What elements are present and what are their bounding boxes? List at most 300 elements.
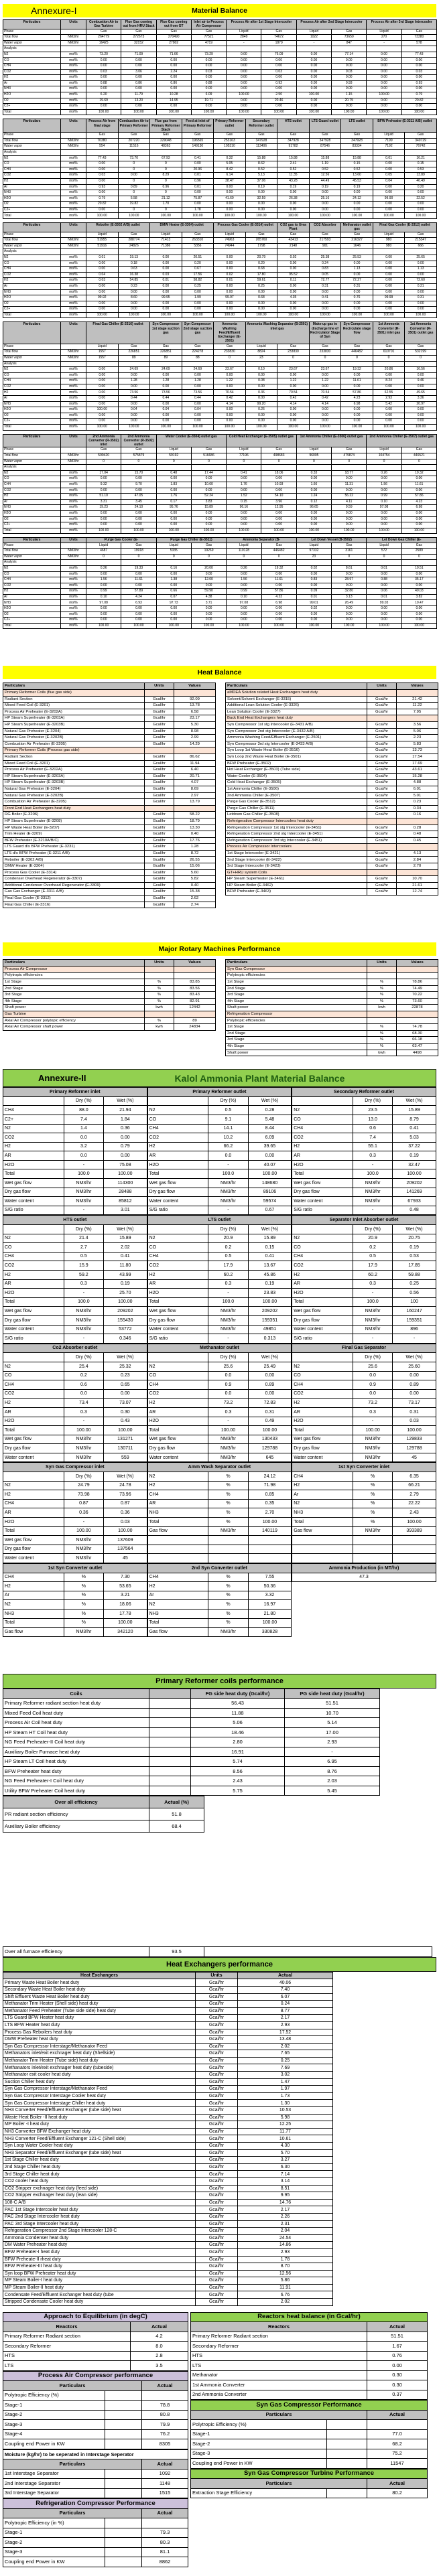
mb-row	[3, 543, 437, 549]
reactors-table	[190, 2312, 428, 2401]
a2-row	[147, 1554, 292, 1563]
row-value: 5.60	[174, 869, 216, 876]
cell: 0.00	[86, 161, 119, 167]
cell: 19269	[191, 549, 226, 555]
row-value: 26.55	[174, 857, 216, 863]
cell: 100	[393, 1297, 436, 1307]
cell: 0.00	[227, 606, 261, 612]
cell: Gas	[118, 232, 150, 238]
mb-row	[3, 196, 437, 202]
cell: 0.12	[296, 499, 331, 505]
row-value: 83.56	[174, 985, 216, 992]
row	[191, 2420, 428, 2430]
cell: 0.88	[86, 80, 121, 86]
cell: Liquid	[227, 29, 261, 35]
row-label: Total flow	[3, 35, 61, 41]
cell: 1.30	[238, 2100, 333, 2107]
material-balance-table	[3, 434, 437, 534]
row	[3, 966, 216, 973]
a2-subtable	[147, 1215, 292, 1343]
cell: %	[64, 1609, 103, 1618]
cell: 54.10	[261, 494, 296, 500]
cell	[156, 46, 191, 52]
cell: 0.44	[118, 396, 150, 402]
cell: 3.21	[104, 1591, 147, 1600]
row-label: 3rd Interstage Separator	[3, 2488, 105, 2498]
a2-subtable	[292, 1344, 436, 1463]
row	[3, 1947, 432, 1957]
cell: 645	[248, 1453, 292, 1462]
cell: 100.00	[248, 1518, 291, 1527]
row-unit: mol%	[61, 565, 86, 571]
row-label: Wet gas flow	[3, 1435, 64, 1444]
a2-row	[292, 1261, 436, 1271]
cell: 100.00	[86, 623, 121, 629]
row-label: CO	[3, 161, 61, 167]
a2-title-row	[3, 1216, 147, 1225]
cell: -	[353, 1417, 392, 1426]
cell	[105, 2557, 142, 2567]
cell: -	[353, 1289, 392, 1298]
row-unit: Gcal/hr	[367, 837, 397, 844]
cell: 0.19	[309, 184, 341, 190]
spacer	[0, 632, 439, 662]
cell: 25.16	[309, 196, 341, 202]
cell: 0.00	[86, 190, 119, 196]
cell: 0.3	[64, 1279, 103, 1289]
cell: 100.00	[156, 623, 191, 629]
cell: 0.00	[86, 378, 119, 384]
cell: 57.86	[341, 390, 373, 396]
cell: 4.30	[238, 2143, 333, 2150]
cell	[277, 149, 310, 155]
row-label: H2O	[3, 1160, 64, 1169]
cell: 100.00	[245, 213, 277, 219]
cell: 479874	[332, 453, 367, 459]
a2-row	[292, 1554, 436, 1563]
cell: 265760	[245, 238, 277, 244]
cell: %	[353, 1472, 392, 1482]
mb-row	[3, 133, 437, 139]
cell: 0.00	[191, 75, 226, 81]
column-header: Reactors	[3, 2322, 131, 2332]
cell: 100.00	[104, 1618, 147, 1628]
row-label: Wet gas flow	[147, 1179, 208, 1188]
cell: 99.90	[373, 196, 405, 202]
row-value: 5.06	[397, 728, 438, 735]
row	[3, 2092, 333, 2100]
cell: 73.96	[104, 1490, 147, 1500]
cell: 62.55	[373, 390, 405, 396]
row-label: N2	[3, 1600, 64, 1609]
row-unit: mol%	[61, 75, 86, 81]
cell: 0.00	[118, 384, 150, 390]
cell: 0.00	[332, 612, 367, 618]
row-value: 66.18	[397, 1037, 438, 1044]
cell: 0	[150, 178, 182, 184]
cell: 0.00	[405, 301, 437, 307]
cell: 16.91	[191, 1747, 285, 1757]
row-label: Shaft power	[3, 1005, 145, 1011]
cell: 7.30	[104, 1573, 147, 1582]
row-label: Dry gas flow	[147, 1315, 208, 1325]
column-header	[3, 1472, 64, 1482]
table-title: Reactors heat balance (in Gcal/hr)	[191, 2312, 428, 2322]
cell	[204, 1947, 432, 1957]
cell: 10.51	[401, 565, 436, 571]
row-unit: Gcal/hr	[145, 837, 174, 844]
cell: 24.54	[238, 2234, 333, 2242]
cell: 896	[393, 1325, 436, 1334]
cell: 0.00	[86, 261, 119, 267]
cell: 7199	[373, 138, 405, 144]
pac-table	[3, 2371, 188, 2449]
cell: 22.52	[405, 196, 437, 202]
row-label: MP Steam Boiler-II heat duty	[3, 2284, 196, 2291]
column-header: Heat Exchangers	[3, 1972, 196, 1979]
column-header: Dry (%)	[208, 1096, 248, 1106]
mb-row	[3, 75, 437, 81]
cell: Gas	[261, 447, 296, 453]
cell: 5.58	[118, 196, 150, 202]
column-header: Actual	[142, 2459, 188, 2470]
cell: 11.80	[104, 1261, 147, 1271]
cell: 100.00	[118, 213, 150, 219]
cell: 0.09	[296, 589, 331, 595]
cell	[149, 1727, 191, 1737]
cell: 0.00	[341, 261, 373, 267]
a2-row	[3, 1389, 147, 1399]
row-unit: %	[367, 979, 397, 986]
cell: 5.13	[245, 173, 277, 179]
a2-row	[3, 1573, 147, 1582]
row-value: 80.2	[367, 2488, 428, 2498]
row-label: N2	[292, 1499, 353, 1508]
cell: 0.00	[332, 86, 367, 92]
row	[226, 973, 438, 979]
cell: NM3/hr	[64, 1536, 103, 1545]
a2-row	[292, 1380, 436, 1390]
cell: 35.17	[401, 577, 436, 583]
cell: 0.00	[309, 190, 341, 196]
column-header: Particulars	[3, 960, 145, 967]
cell: 73380	[401, 35, 436, 41]
cell: Gas	[86, 447, 121, 453]
cell: 25.4	[64, 1362, 103, 1371]
column-header: CO2 Absorber	[309, 223, 341, 232]
cell: 0.00	[245, 301, 277, 307]
cell: %	[64, 1591, 103, 1600]
cell: 2.80	[191, 1737, 285, 1747]
column-header: Wet (%)	[248, 1225, 292, 1234]
cell: 0.00	[121, 583, 156, 589]
row-label: 1st Ammonia Converter	[191, 2380, 367, 2390]
cell: 100.00	[150, 213, 182, 219]
cell: 100.00	[261, 109, 296, 115]
row-unit: Gcal/hr	[367, 876, 397, 883]
a2-row	[3, 1435, 147, 1444]
cell: 10.93	[261, 482, 296, 488]
row-unit: NM3/hr	[61, 35, 86, 41]
cell: 11.35	[277, 173, 310, 179]
cell: 2.17	[238, 2015, 333, 2022]
cell: 0.0	[64, 1151, 103, 1161]
row-unit	[61, 543, 86, 549]
cell: 0.00	[227, 69, 261, 75]
column-header: 2nd Ammonia Chiller (E-3507) outlet gas	[367, 434, 437, 447]
cell: 56.43	[191, 1699, 285, 1709]
row-label: Analysis	[3, 46, 61, 52]
row-label: CO2	[147, 1389, 208, 1399]
row-value	[142, 2390, 188, 2401]
cell: 0.00	[118, 307, 150, 313]
cell: 0.87	[64, 1499, 103, 1508]
row-value: 74.78	[397, 1024, 438, 1031]
row	[3, 2557, 188, 2567]
cell: 0.35	[248, 1499, 291, 1508]
a2-row	[3, 1234, 147, 1243]
column-header: Purge Gas Chiller (E-3511)	[156, 538, 227, 543]
cell: 0.00	[277, 267, 310, 273]
row-label: HP Steam Superheater (E-3203B)	[3, 780, 145, 786]
cell	[150, 249, 182, 255]
cell: 129788	[248, 1444, 292, 1453]
cell: 32.59	[245, 196, 277, 202]
a2-row	[3, 1628, 147, 1637]
row	[3, 2420, 188, 2430]
pr-coils-banner	[3, 1674, 436, 1689]
cell: 39.65	[248, 1142, 292, 1151]
cell: 0.85	[248, 1490, 291, 1500]
cell	[393, 1536, 436, 1545]
a2-row	[147, 1472, 292, 1482]
row-unit: mol%	[61, 600, 86, 606]
row-label: Stage-2	[191, 2439, 327, 2449]
cell: Gcal/hr	[196, 2107, 238, 2115]
row-label: Phase	[3, 29, 61, 35]
cell: 0.08	[245, 378, 277, 384]
cell: 0.15	[341, 161, 373, 167]
cell: 100.00	[309, 425, 341, 431]
cell	[248, 1545, 291, 1554]
refr-table	[3, 2498, 188, 2567]
column-header: Units	[196, 1972, 238, 1979]
cell: 51.51	[285, 1699, 380, 1709]
a2-band	[3, 1563, 436, 1637]
row-value: 2.74	[174, 902, 216, 908]
column-header: Syn Compressor 2nd stage suction gas	[182, 322, 214, 344]
cell	[277, 361, 310, 367]
cell: 100.00	[208, 1426, 248, 1435]
cell: 575879	[121, 453, 156, 459]
row-label: 2nd Stage	[226, 985, 367, 992]
cell: 1.28	[182, 378, 214, 384]
row-label: S/G ratio	[292, 1206, 353, 1215]
cell: 57.89	[121, 589, 156, 595]
cell	[327, 2459, 367, 2469]
cell: 0.23	[118, 283, 150, 289]
cell: Gas	[332, 29, 367, 35]
cell: 100.00	[373, 425, 405, 431]
cell: Liquid	[367, 447, 401, 453]
row-label: O2	[3, 612, 61, 618]
cell	[214, 361, 246, 367]
a2-row	[147, 1435, 292, 1444]
column-header: Feed at inlet of Primary Reformer	[182, 119, 214, 133]
cell: 0.2	[64, 1371, 103, 1380]
cell: 3.45	[121, 499, 156, 505]
mb-row	[3, 52, 437, 58]
row	[226, 966, 438, 973]
material-balance-table	[3, 537, 437, 629]
column-header: Dry (%)	[208, 1225, 248, 1234]
row-unit	[61, 46, 86, 52]
cell: 1798	[245, 243, 277, 249]
row-unit	[61, 465, 86, 471]
row-label: CO	[3, 261, 61, 267]
cell: 100.0	[208, 1169, 248, 1179]
row	[226, 857, 438, 863]
a2-row	[292, 1106, 436, 1115]
column-header: Particulars	[3, 683, 145, 690]
cell: 10.47	[401, 600, 436, 606]
cell: 0.00	[341, 289, 373, 295]
cell: 0.00	[150, 267, 182, 273]
cell	[373, 361, 405, 367]
row-unit: NM3/hr	[61, 350, 86, 356]
row-label: Purge Gas Cooler (E-3512)	[226, 799, 367, 806]
cell: 100.00	[296, 528, 331, 534]
cell: 0.00	[401, 64, 436, 70]
a2-title-row	[147, 1463, 292, 1472]
cell: 0.00	[227, 618, 261, 624]
row-label: CO	[147, 1371, 208, 1380]
row	[3, 1708, 380, 1718]
cell: 100.00	[332, 528, 367, 534]
cell: 0.00	[156, 58, 191, 64]
row	[191, 2439, 428, 2449]
cell: NM3/hr	[64, 1628, 103, 1637]
mb-row	[3, 419, 437, 425]
cell: 4.24	[121, 594, 156, 600]
row-value: 68.2	[367, 2439, 428, 2449]
cell	[118, 361, 150, 367]
cell: 0.96	[150, 184, 182, 190]
row-value: 82.91	[174, 998, 216, 1005]
row-value: 8.0	[131, 2342, 188, 2352]
cell: 0.00	[227, 571, 261, 577]
cell: 10.28	[156, 92, 191, 98]
row-unit: Gcal/hr	[367, 831, 397, 838]
cell: 0.00	[156, 522, 191, 528]
cell: 13.60	[341, 173, 373, 179]
cell: -	[393, 1334, 436, 1344]
cell: Liquid	[156, 447, 191, 453]
cell: Gcal/hr	[196, 2050, 238, 2058]
cell: 2.70	[248, 1508, 291, 1518]
cell: 13.0	[353, 1115, 392, 1124]
a2-row	[292, 1371, 436, 1380]
mb-row	[3, 447, 437, 453]
row-value: 0.28	[397, 825, 438, 831]
row	[226, 792, 438, 799]
row	[3, 2114, 333, 2121]
row-value: 4.13	[397, 850, 438, 857]
subtable-title: 1st Syn Converter inlet	[292, 1463, 436, 1472]
cell: 0.00	[121, 522, 156, 528]
cell: 0.26	[367, 470, 401, 476]
cell: 0.42	[214, 396, 246, 402]
cell: 0.00	[341, 407, 373, 413]
row-label: NG Feed Preheater-II Coil heat duty	[3, 1737, 149, 1747]
cell: 11.61	[401, 482, 436, 488]
row-unit: mol%	[61, 86, 86, 92]
cell: 0.00	[227, 516, 261, 522]
column-header: Ammonia Washing Separator (B-2501) inlet gas	[245, 322, 309, 344]
row-label: CO	[147, 1115, 208, 1124]
row	[3, 2547, 188, 2557]
row	[3, 2043, 333, 2050]
furnace-efficiency-table	[3, 1946, 432, 1957]
row	[3, 2163, 333, 2171]
row-label: CO2	[3, 1133, 64, 1143]
row	[3, 780, 216, 786]
a2-title-row	[147, 1088, 292, 1097]
a2-row	[292, 1160, 436, 1169]
cell: 13.48	[238, 2036, 333, 2044]
cell: Gas	[405, 232, 437, 238]
cell: 0.31	[405, 295, 437, 301]
cell: 2.93	[373, 396, 405, 402]
cell: 8.51	[238, 2185, 333, 2192]
row	[3, 2143, 333, 2150]
cell: 110128	[227, 549, 261, 555]
cell: 0.00	[373, 267, 405, 273]
row-label: Secondary Waste Heat Boiler heat duty	[3, 1986, 196, 1993]
cell: 25.53	[341, 255, 373, 261]
cell: 25.38	[309, 255, 341, 261]
cell: %	[208, 1499, 248, 1508]
row-unit: Gcal/hr	[145, 825, 174, 831]
cell: 59.2	[64, 1271, 103, 1280]
cell: Gcal/hr	[196, 2284, 238, 2291]
column-header	[292, 1353, 353, 1362]
row-unit: Gcal/hr	[367, 741, 397, 747]
row-label: Gas flow	[147, 1526, 208, 1536]
column-header: Flue gas from Primary Reformer Stack	[150, 119, 182, 133]
row-value: 68.30	[397, 1030, 438, 1037]
row-value: 6.40	[174, 767, 216, 774]
cell: 32152	[121, 40, 156, 46]
cell: 0.83	[296, 577, 331, 583]
row-unit: Gcal/hr	[145, 863, 174, 870]
row-unit: Gcal/hr	[145, 709, 174, 715]
row	[226, 831, 438, 838]
row-label: Total	[3, 312, 61, 318]
cell: Gcal/hr	[196, 2121, 238, 2129]
cell: 0.00	[86, 488, 121, 494]
cell	[373, 249, 405, 255]
cell: 100.00	[191, 528, 226, 534]
a2-subtable	[292, 1215, 436, 1343]
cell: 4.11	[332, 499, 367, 505]
row	[3, 2439, 188, 2449]
cell: 51.10	[86, 494, 121, 500]
cell: 0.00	[191, 583, 226, 589]
sgct-table	[190, 2469, 428, 2499]
a2-row	[147, 1453, 292, 1462]
cell: 0.00	[182, 307, 214, 313]
